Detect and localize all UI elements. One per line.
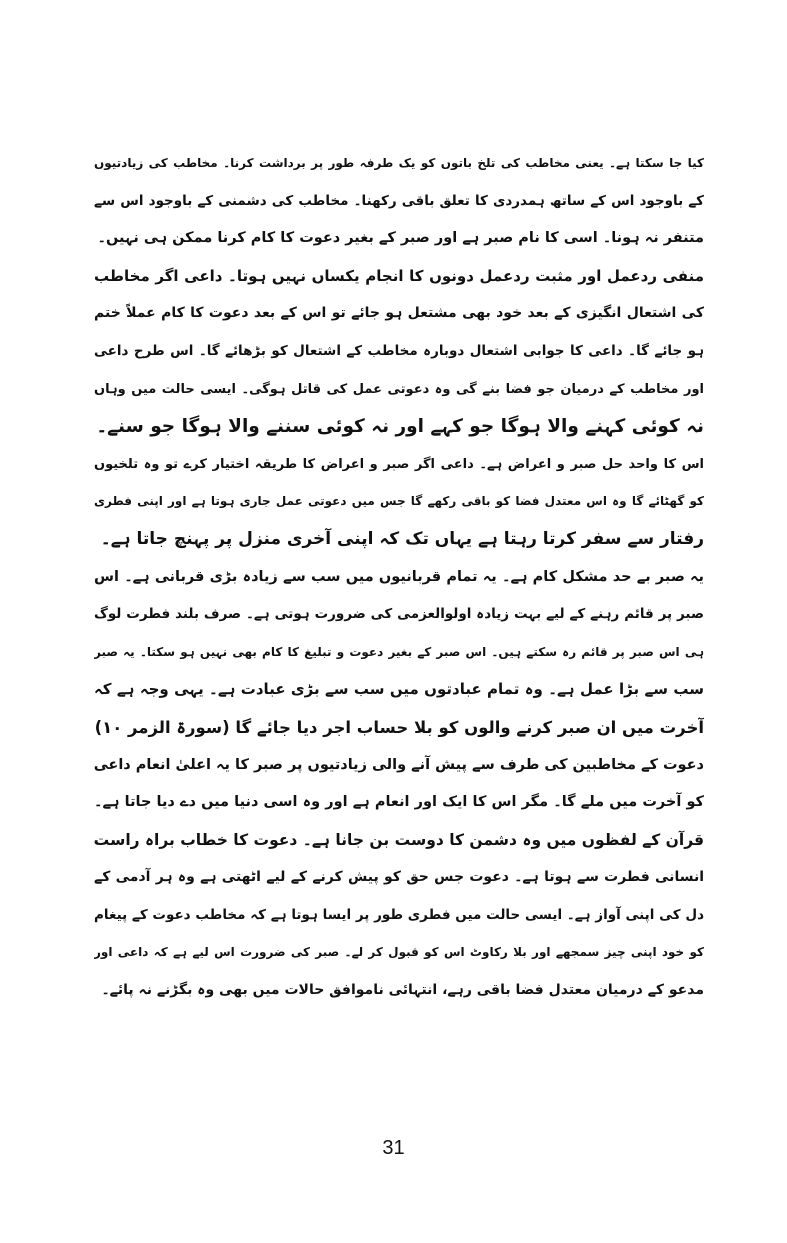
text-line: کو آخرت میں ملے گا۔ مگر اس کا ایک اور انعام ہے اور وہ اسی دنیا میں دے دیا جاتا ہے۔ bbox=[94, 794, 704, 811]
text-line: صبر پر قائم رہنے کے لیے بہت زیادہ اولوالعزمی کی ضرورت ہوتی ہے۔ صرف بلند فطرت لوگ bbox=[94, 606, 704, 623]
text-line: کے باوجود اس کے ساتھ ہمدردی کا تعلق باقی رکھنا۔ مخاطب کی دشمنی کے باوجود اس سے bbox=[94, 192, 704, 209]
text-line: سب سے بڑا عمل ہے۔ وہ تمام عبادتوں میں سب سے بڑی عبادت ہے۔ یہی وجہ ہے کہ bbox=[94, 680, 704, 699]
text-line: مدعو کے درمیان معتدل فضا باقی رہے، انتہائی ناموافق حالات میں بھی وہ بگڑنے نہ پائے۔ bbox=[101, 982, 704, 999]
text-line: کیا جا سکتا ہے۔ یعنی مخاطب کی تلخ باتوں کو یک طرفہ طور پر برداشت کرنا۔ مخاطب کی زیادتیوں bbox=[94, 156, 704, 170]
text-line: قرآن کے لفظوں میں وہ دشمن کا دوست بن جانا ہے۔ دعوت کا خطاب براہ راست bbox=[94, 830, 704, 849]
text-line: ہو جائے گا۔ داعی کا جوابی اشتعال دوبارہ مخاطب کے اشتعال کو بڑھائے گا۔ اس طرح داعی bbox=[94, 342, 704, 359]
text-line: متنفر نہ ہونا۔ اسی کا نام صبر ہے اور صبر کے بغیر دعوت کا کام کرنا ممکن ہی نہیں۔ bbox=[97, 230, 704, 247]
text-line: کو گھٹائے گا وہ اس معتدل فضا کو باقی رکھے گا جس میں دعوتی عمل جاری ہوتا ہے اور اپنی فطری bbox=[94, 494, 704, 509]
text-line: منفی ردعمل اور مثبت ردعمل دونوں کا انجام یکساں نہیں ہوتا۔ داعی اگر مخاطب bbox=[94, 266, 704, 285]
text-line: کو خود اپنی چیز سمجھے اور بلا رکاوٹ اس کو قبول کر لے۔ صبر کی ضرورت اس لیے ہے کہ داعی اور bbox=[94, 945, 704, 960]
text-line: دل کی اپنی آواز ہے۔ ایسی حالت میں فطری طور پر ایسا ہوتا ہے کہ مخاطب دعوت کے پیغام bbox=[94, 906, 704, 923]
body-text bbox=[94, 145, 704, 1010]
text-line: انسانی فطرت سے ہوتا ہے۔ دعوت جس حق کو پیش کرنے کے لیے اٹھتی ہے وہ ہر آدمی کے bbox=[94, 869, 704, 886]
text-line: کی اشتعال انگیزی کے بعد خود بھی مشتعل ہو جائے تو اس کے بعد دعوت کا کام عملاً ختم bbox=[94, 305, 704, 322]
text-line: نہ کوئی کہنے والا ہوگا جو کہے اور نہ کوئی سننے والا ہوگا جو سنے۔ bbox=[96, 416, 704, 438]
page-number: 31 bbox=[382, 1137, 405, 1159]
text-line: ہی اس صبر پر قائم رہ سکتے ہیں۔ اس صبر کے بغیر دعوت و تبلیغ کا کام بھی نہیں ہو سکتا۔ یہ صبر bbox=[94, 644, 704, 659]
text-line: دعوت کے مخاطبین کی طرف سے پیش آنے والی زیادتیوں پر صبر کا یہ اعلیٰ انعام داعی bbox=[94, 756, 704, 773]
text-line: اس کا واحد حل صبر و اعراض ہے۔ داعی اگر صبر و اعراض کا طریقہ اختیار کرے تو وہ تلخیوں bbox=[94, 456, 704, 472]
text-line: آخرت میں ان صبر کرنے والوں کو بلا حساب اجر دیا جائے گا (سورۃ الزمر ۱۰) bbox=[94, 717, 704, 737]
text-line: اور مخاطب کے درمیان جو فضا بنے گی وہ دعوتی عمل کی قاتل ہوگی۔ ایسی حالت میں وہاں bbox=[94, 381, 704, 397]
text-line: رفتار سے سفر کرتا رہتا ہے یہاں تک کہ اپنی آخری منزل پر پہنچ جاتا ہے۔ bbox=[100, 528, 704, 549]
text-line: یہ صبر بے حد مشکل کام ہے۔ یہ تمام قربانیوں میں سب سے زیادہ بڑی قربانی ہے۔ اس bbox=[94, 568, 704, 585]
